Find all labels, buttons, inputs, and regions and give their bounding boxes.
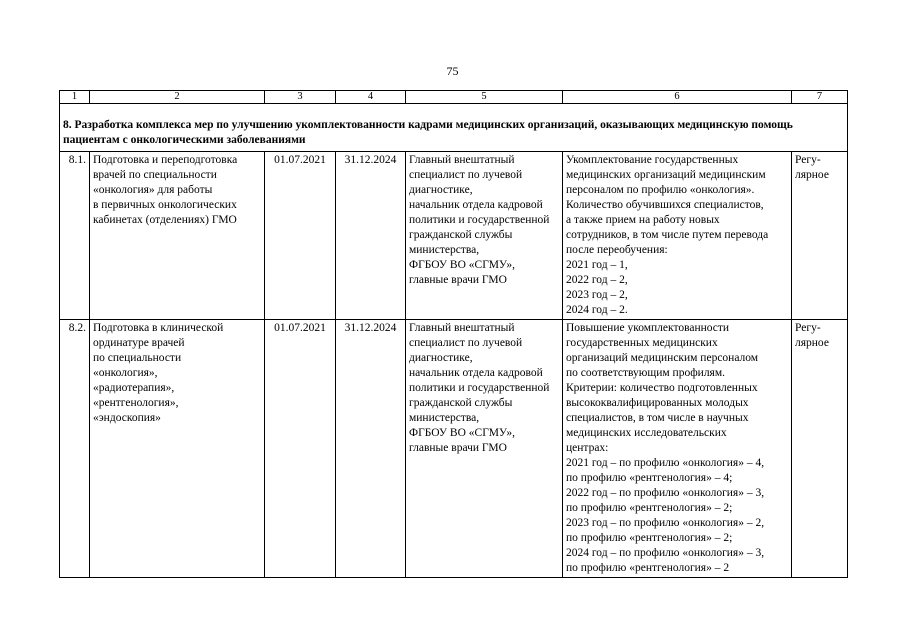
text-line: центрах: xyxy=(566,442,609,454)
text-line: лярное xyxy=(795,169,829,181)
text-line: диагностике, xyxy=(409,184,473,196)
text-line: политики и государственной xyxy=(409,382,550,394)
text-line: по профилю «рентгенология» – 2; xyxy=(566,502,733,514)
text-line: по профилю «рентгенология» – 2 xyxy=(566,562,730,574)
text-line: ФГБОУ ВО «СГМУ», xyxy=(409,427,515,439)
text-line: по соответствующим профилям. xyxy=(566,367,726,379)
measure-type xyxy=(792,152,848,320)
end-date: 31.12.2024 xyxy=(336,320,406,578)
text-line: сотрудников, в том числе путем перевода xyxy=(566,229,769,241)
measure-name xyxy=(90,320,265,578)
text-line: кабинетах (отделениях) ГМО xyxy=(93,214,237,226)
text-line: 2022 год – 2, xyxy=(566,274,628,286)
column-number: 3 xyxy=(265,91,336,104)
text-line: по профилю «рентгенология» – 4; xyxy=(566,472,733,484)
table-row xyxy=(60,152,848,320)
text-line: Главный внештатный xyxy=(409,154,515,166)
text-line: главные врачи ГМО xyxy=(409,274,507,286)
text-line: медицинских организаций медицинским xyxy=(566,169,766,181)
text-line: государственных медицинских xyxy=(566,337,718,349)
text-line: лярное xyxy=(795,337,829,349)
text-line: политики и государственной xyxy=(409,214,550,226)
text-line: специалист по лучевой xyxy=(409,337,523,349)
start-date: 01.07.2021 xyxy=(265,152,336,320)
text-line: 2021 год – по профилю «онкология» – 4, xyxy=(566,457,765,469)
text-line: начальник отдела кадровой xyxy=(409,199,543,211)
column-number: 6 xyxy=(563,91,792,104)
text-line: министерства, xyxy=(409,412,480,424)
text-line: по специальности xyxy=(93,352,182,364)
text-line: 2023 год – 2, xyxy=(566,289,628,301)
column-number: 7 xyxy=(792,91,848,104)
text-line: гражданской службы xyxy=(409,229,513,241)
text-line: «эндоскопия» xyxy=(93,412,161,424)
page-number: 75 xyxy=(446,64,459,78)
column-number: 4 xyxy=(336,91,406,104)
start-date: 01.07.2021 xyxy=(265,320,336,578)
text-line: Критерии: количество подготовленных xyxy=(566,382,758,394)
measures-table xyxy=(59,90,848,578)
text-line: Количество обучившихся специалистов, xyxy=(566,199,764,211)
section-title: 8. Разработка комплекса мер по улучшению укомплектованности кадрами медицинских организаций, оказывающих медицинскую помощь пациентам с онкологическими заболеваниями xyxy=(60,104,848,152)
text-line: министерства, xyxy=(409,244,480,256)
text-line: ординатуре врачей xyxy=(93,337,185,349)
text-line: главные врачи ГМО xyxy=(409,442,507,454)
text-line: Регу- xyxy=(795,154,821,166)
text-line: Укомплектование государственных xyxy=(566,154,739,166)
text-line: в первичных онкологических xyxy=(93,199,237,211)
text-line: 2024 год – 2. xyxy=(566,304,628,316)
column-number-row xyxy=(60,91,848,104)
text-line: высококвалифицированных молодых xyxy=(566,397,749,409)
text-line: Повышение укомплектованности xyxy=(566,322,730,334)
text-line: персоналом по профилю «онкология». xyxy=(566,184,755,196)
measure-name xyxy=(90,152,265,320)
responsible xyxy=(406,320,563,578)
text-line: 2023 год – по профилю «онкология» – 2, xyxy=(566,517,765,529)
text-line: Подготовка и переподготовка xyxy=(93,154,238,166)
text-line: Регу- xyxy=(795,322,821,334)
text-line: врачей по специальности xyxy=(93,169,217,181)
text-line: 2022 год – по профилю «онкология» – 3, xyxy=(566,487,765,499)
text-line: медицинских исследовательских xyxy=(566,427,727,439)
text-line: «радиотерапия», xyxy=(93,382,175,394)
text-line: а также прием на работу новых xyxy=(566,214,720,226)
text-line: Подготовка в клинической xyxy=(93,322,224,334)
column-number: 2 xyxy=(90,91,265,104)
text-line: диагностике, xyxy=(409,352,473,364)
text-line: Главный внештатный xyxy=(409,322,515,334)
end-date: 31.12.2024 xyxy=(336,152,406,320)
text-line: гражданской службы xyxy=(409,397,513,409)
expected-result xyxy=(563,320,792,578)
text-line: организаций медицинским персоналом xyxy=(566,352,759,364)
row-number: 8.1. xyxy=(60,152,90,320)
text-line: по профилю «рентгенология» – 2; xyxy=(566,532,733,544)
section-heading-row xyxy=(60,104,848,152)
text-line: 2021 год – 1, xyxy=(566,259,628,271)
text-line: «онкология» для работы xyxy=(93,184,213,196)
responsible xyxy=(406,152,563,320)
column-number: 1 xyxy=(60,91,90,104)
row-number: 8.2. xyxy=(60,320,90,578)
text-line: «онкология», xyxy=(93,367,158,379)
text-line: после переобучения: xyxy=(566,244,668,256)
table-row xyxy=(60,320,848,578)
expected-result xyxy=(563,152,792,320)
text-line: начальник отдела кадровой xyxy=(409,367,543,379)
text-line: «рентгенология», xyxy=(93,397,179,409)
measure-type xyxy=(792,320,848,578)
text-line: специалистов, в том числе в научных xyxy=(566,412,749,424)
text-line: специалист по лучевой xyxy=(409,169,523,181)
text-line: ФГБОУ ВО «СГМУ», xyxy=(409,259,515,271)
text-line: 2024 год – по профилю «онкология» – 3, xyxy=(566,547,765,559)
column-number: 5 xyxy=(406,91,563,104)
